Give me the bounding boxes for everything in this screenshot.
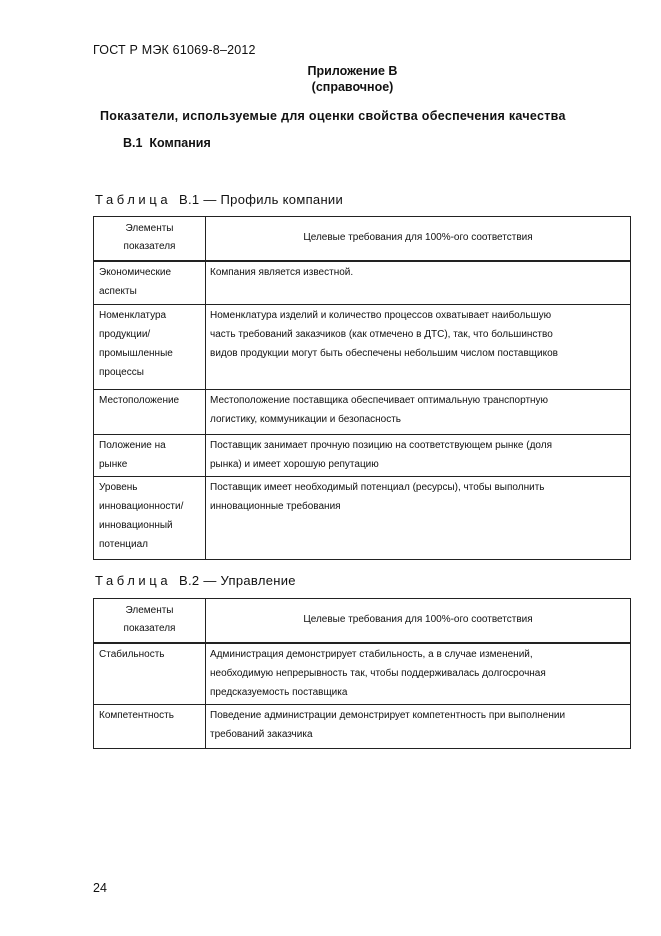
cell-line: аспекты bbox=[99, 285, 137, 297]
cell-line: Компания является известной. bbox=[210, 266, 354, 278]
target-requirement-cell bbox=[206, 390, 631, 435]
cell-line: рынке bbox=[99, 459, 128, 470]
table-row bbox=[94, 477, 631, 560]
cell-line: продукции/ bbox=[99, 329, 151, 340]
cell-line: предсказуемость поставщика bbox=[210, 686, 348, 698]
target-requirement-cell bbox=[206, 305, 631, 390]
table-row bbox=[94, 435, 631, 477]
cell-line: инновационные требования bbox=[210, 501, 341, 512]
column-header-line: Элементы bbox=[125, 223, 174, 235]
table-header-row bbox=[94, 599, 631, 643]
column-header-line: Элементы bbox=[125, 605, 174, 617]
cell-line: Положение на bbox=[99, 440, 166, 451]
table-body bbox=[94, 643, 631, 749]
table2-caption-prefix: Таблица bbox=[95, 573, 172, 588]
table-body bbox=[94, 261, 631, 560]
cell-line: Поставщик имеет необходимый потенциал (ресурсы), чтобы выполнить bbox=[210, 482, 545, 493]
appendix-type: (справочное) bbox=[311, 80, 394, 94]
cell-line: Номенклатура bbox=[99, 310, 167, 321]
cell-line: Стабильность bbox=[99, 648, 165, 660]
section-title: Показатели, используемые для оценки свойства обеспечения качества bbox=[100, 109, 566, 123]
cell-line: процессы bbox=[99, 367, 144, 378]
cell-line: рынка) и имеет хорошую репутацию bbox=[210, 459, 379, 470]
cell-line: Номенклатура изделий и количество процессов охватывает наибольшую bbox=[210, 310, 552, 321]
column-header-line: показателя bbox=[123, 623, 176, 635]
cell-line: требований заказчика bbox=[210, 728, 313, 740]
table-management bbox=[93, 598, 631, 749]
target-requirement-cell bbox=[206, 704, 631, 748]
indicator-element-cell bbox=[94, 390, 206, 435]
target-requirement-cell bbox=[206, 643, 631, 705]
table-row bbox=[94, 390, 631, 435]
column-header-requirements: Целевые требования для 100%-ого соответствия bbox=[206, 599, 631, 643]
target-requirement-cell bbox=[206, 477, 631, 560]
cell-line: логистику, коммуникации и безопасность bbox=[210, 414, 402, 425]
cell-line: Местоположение поставщика обеспечивает оптимальную транспортную bbox=[210, 395, 549, 406]
cell-line: Экономические bbox=[99, 266, 172, 278]
table-row bbox=[94, 261, 631, 305]
appendix-heading bbox=[0, 63, 661, 95]
indicator-element-cell bbox=[94, 435, 206, 477]
target-requirement-cell bbox=[206, 261, 631, 305]
page-number: 24 bbox=[93, 881, 107, 895]
cell-line: промышленные bbox=[99, 348, 173, 359]
table-company-profile bbox=[93, 216, 631, 560]
indicator-element-cell bbox=[94, 704, 206, 748]
table1-caption bbox=[95, 192, 343, 207]
column-header-elements bbox=[94, 217, 206, 261]
target-requirement-cell bbox=[206, 435, 631, 477]
document-code: ГОСТ Р МЭК 61069-8–2012 bbox=[93, 43, 256, 57]
table-header-row bbox=[94, 217, 631, 261]
table1-caption-text: В.1 — Профиль компании bbox=[179, 192, 344, 207]
table2-caption-text: В.2 — Управление bbox=[179, 573, 296, 588]
cell-line: Администрация демонстрирует стабильность, а в случае изменений, bbox=[210, 648, 533, 660]
subsection-heading bbox=[123, 136, 211, 150]
appendix-title: Приложение В bbox=[307, 64, 398, 78]
subsection-number: В.1 bbox=[123, 136, 143, 150]
column-header-elements bbox=[94, 599, 206, 643]
cell-line: потенциал bbox=[99, 539, 149, 550]
table-row bbox=[94, 704, 631, 748]
table2-caption bbox=[95, 573, 296, 588]
cell-line: Поведение администрации демонстрирует компетентность при выполнении bbox=[210, 709, 566, 721]
indicator-element-cell bbox=[94, 643, 206, 705]
table-row bbox=[94, 305, 631, 390]
cell-line: видов продукции могут быть обеспечены небольшим числом поставщиков bbox=[210, 348, 558, 359]
indicator-element-cell bbox=[94, 261, 206, 305]
indicator-element-cell bbox=[94, 477, 206, 560]
cell-line: Уровень bbox=[99, 482, 138, 493]
table1-caption-prefix: Таблица bbox=[95, 192, 172, 207]
column-header-requirements: Целевые требования для 100%-ого соответствия bbox=[206, 217, 631, 261]
cell-line: Компетентность bbox=[99, 709, 174, 721]
table-row bbox=[94, 643, 631, 705]
cell-line: необходимую непрерывность так, чтобы поддерживалась долгосрочная bbox=[210, 667, 546, 679]
indicator-element-cell bbox=[94, 305, 206, 390]
cell-line: инновационный bbox=[99, 520, 173, 531]
cell-line: часть требований заказчиков (как отмечено в ДТС), так, что большинство bbox=[210, 329, 553, 340]
column-header-line: показателя bbox=[123, 241, 176, 253]
subsection-title: Компания bbox=[149, 136, 211, 150]
cell-line: Местоположение bbox=[99, 395, 180, 406]
cell-line: Поставщик занимает прочную позицию на соответствующем рынке (доля bbox=[210, 440, 553, 451]
cell-line: инновационности/ bbox=[99, 501, 184, 512]
